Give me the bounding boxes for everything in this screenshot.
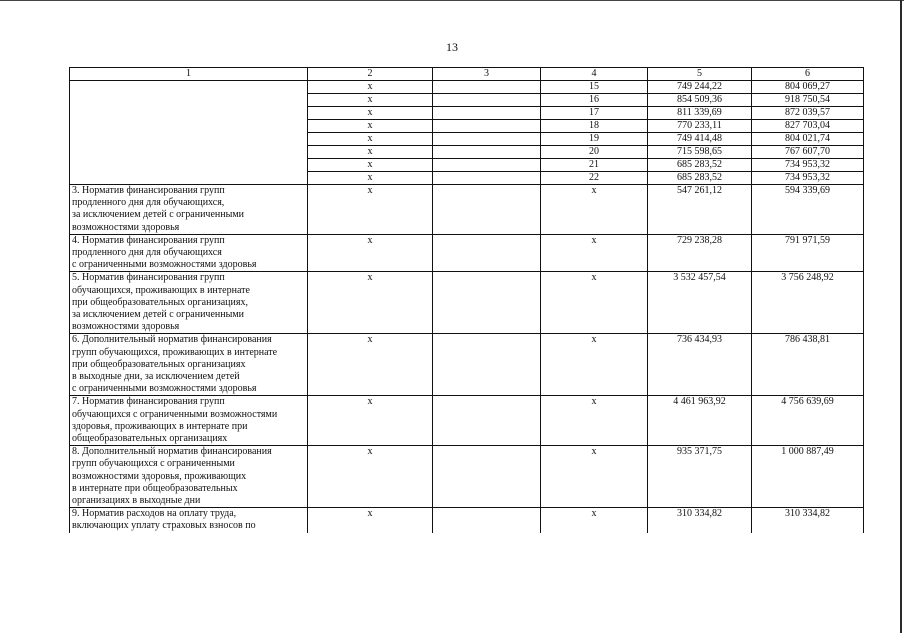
description-line: 9. Норматив расходов на оплату труда, (72, 508, 237, 520)
cell-col2: x (308, 146, 433, 159)
description-line: здоровья, проживающих в интернате при (72, 420, 248, 432)
description-line: за исключением детей с ограниченными (72, 209, 244, 221)
header-cell: 4 (541, 68, 648, 81)
cell-col5: 854 509,36 (648, 94, 752, 107)
cell-col6: 310 334,82 (752, 508, 864, 533)
cell-col3 (433, 94, 541, 107)
description-line: обучающихся, проживающих в интернате (72, 284, 250, 296)
row-description (70, 446, 308, 508)
table-row (70, 396, 864, 446)
cell-col6: 791 971,59 (752, 234, 864, 272)
cell-col5: 3 532 457,54 (648, 272, 752, 334)
row-description (70, 81, 308, 185)
cell-col4: 17 (541, 107, 648, 120)
description-line: возможностями здоровья (72, 221, 180, 233)
cell-col6: 786 438,81 (752, 334, 864, 396)
description-line: 3. Норматив финансирования групп (72, 185, 225, 196)
header-row (70, 68, 864, 81)
cell-col6: 767 607,70 (752, 146, 864, 159)
cell-col4: 20 (541, 146, 648, 159)
cell-col5: 811 339,69 (648, 107, 752, 120)
cell-col2: x (308, 508, 433, 533)
cell-col3 (433, 107, 541, 120)
cell-col2: x (308, 172, 433, 185)
cell-col6: 3 756 248,92 (752, 272, 864, 334)
cell-col2: x (308, 81, 433, 94)
cell-col4: x (541, 508, 648, 533)
cell-col4: 19 (541, 133, 648, 146)
cell-col6: 872 039,57 (752, 107, 864, 120)
cell-col3 (433, 446, 541, 508)
scan-edge-top (0, 0, 904, 1)
table-row (70, 446, 864, 508)
cell-col5: 4 461 963,92 (648, 396, 752, 446)
table-row (70, 185, 864, 235)
cell-col5: 685 283,52 (648, 159, 752, 172)
cell-col6: 827 703,04 (752, 120, 864, 133)
cell-col5: 935 371,75 (648, 446, 752, 508)
cell-col2: x (308, 396, 433, 446)
description-line: возможностями здоровья, проживающих (72, 470, 247, 482)
description-line: в выходные дни, за исключением детей (72, 371, 240, 383)
description-line: 4. Норматив финансирования групп (72, 234, 225, 246)
cell-col4: 15 (541, 81, 648, 94)
cell-col6: 804 021,74 (752, 133, 864, 146)
cell-col3 (433, 508, 541, 533)
cell-col2: x (308, 272, 433, 334)
description-line: 8. Дополнительный норматив финансирования (72, 446, 272, 458)
description-line: общеобразовательных организациях (72, 433, 228, 445)
cell-col2: x (308, 446, 433, 508)
description-line: в интернате при общеобразовательных (72, 482, 238, 494)
cell-col5: 310 334,82 (648, 508, 752, 533)
cell-col4: 16 (541, 94, 648, 107)
table-row (70, 234, 864, 272)
cell-col5: 685 283,52 (648, 172, 752, 185)
description-line: организациях в выходные дни (72, 495, 201, 507)
description-line: с ограниченными возможностями здоровья (72, 259, 257, 271)
cell-col3 (433, 159, 541, 172)
row-description (70, 234, 308, 272)
cell-col6: 918 750,54 (752, 94, 864, 107)
description-line: 6. Дополнительный норматив финансирования (72, 334, 272, 346)
cell-col6: 734 953,32 (752, 159, 864, 172)
description-line: групп обучающихся с ограниченными (72, 458, 235, 470)
table-row (70, 508, 864, 533)
cell-col4: 18 (541, 120, 648, 133)
cell-col4: x (541, 234, 648, 272)
financing-table (69, 67, 864, 533)
cell-col5: 715 598,65 (648, 146, 752, 159)
cell-col4: x (541, 446, 648, 508)
cell-col5: 547 261,12 (648, 185, 752, 235)
header-cell: 2 (308, 68, 433, 81)
row-description (70, 272, 308, 334)
cell-col4: x (541, 272, 648, 334)
header-cell: 6 (752, 68, 864, 81)
page-number: 13 (446, 40, 458, 54)
cell-col6: 734 953,32 (752, 172, 864, 185)
cell-col4: x (541, 396, 648, 446)
cell-col2: x (308, 107, 433, 120)
cell-col2: x (308, 94, 433, 107)
cell-col2: x (308, 159, 433, 172)
cell-col4: x (541, 185, 648, 235)
cell-col2: x (308, 334, 433, 396)
cell-col3 (433, 185, 541, 235)
description-line: включающих уплату страховых взносов по (72, 520, 256, 532)
table-row (70, 272, 864, 334)
cell-col3 (433, 146, 541, 159)
cell-col2: x (308, 133, 433, 146)
cell-col3 (433, 120, 541, 133)
cell-col2: x (308, 185, 433, 235)
description-line: продленного дня для обучающихся, (72, 197, 225, 209)
cell-col5: 749 244,22 (648, 81, 752, 94)
cell-col2: x (308, 234, 433, 272)
cell-col6: 804 069,27 (752, 81, 864, 94)
cell-col2: x (308, 120, 433, 133)
cell-col3 (433, 172, 541, 185)
description-line: групп обучающихся, проживающих в интернате (72, 346, 278, 358)
cell-col6: 1 000 887,49 (752, 446, 864, 508)
row-description (70, 396, 308, 446)
cell-col6: 4 756 639,69 (752, 396, 864, 446)
cell-col3 (433, 133, 541, 146)
cell-col3 (433, 396, 541, 446)
description-line: при общеобразовательных организациях, (72, 296, 248, 308)
row-description (70, 185, 308, 235)
cell-col5: 736 434,93 (648, 334, 752, 396)
row-description (70, 334, 308, 396)
cell-col4: 21 (541, 159, 648, 172)
cell-col4: 22 (541, 172, 648, 185)
description-line: за исключением детей с ограниченными (72, 309, 244, 321)
scan-edge-right (900, 0, 902, 633)
cell-col5: 770 233,11 (648, 120, 752, 133)
cell-col3 (433, 81, 541, 94)
cell-col6: 594 339,69 (752, 185, 864, 235)
header-cell: 1 (70, 68, 308, 81)
table-row (70, 334, 864, 396)
description-line: 5. Норматив финансирования групп (72, 272, 225, 284)
description-line: продленного дня для обучающихся (72, 247, 222, 259)
description-line: возможностями здоровья (72, 321, 180, 333)
cell-col4: x (541, 334, 648, 396)
description-line: при общеобразовательных организациях (72, 358, 246, 370)
row-description (70, 508, 308, 533)
header-cell: 3 (433, 68, 541, 81)
description-line: обучающихся с ограниченными возможностями (72, 408, 278, 420)
table-row (70, 81, 864, 94)
cell-col3 (433, 234, 541, 272)
cell-col5: 749 414,48 (648, 133, 752, 146)
cell-col3 (433, 272, 541, 334)
header-cell: 5 (648, 68, 752, 81)
cell-col5: 729 238,28 (648, 234, 752, 272)
cell-col3 (433, 334, 541, 396)
description-line: с ограниченными возможностями здоровья (72, 383, 257, 395)
description-line: 7. Норматив финансирования групп (72, 396, 225, 408)
